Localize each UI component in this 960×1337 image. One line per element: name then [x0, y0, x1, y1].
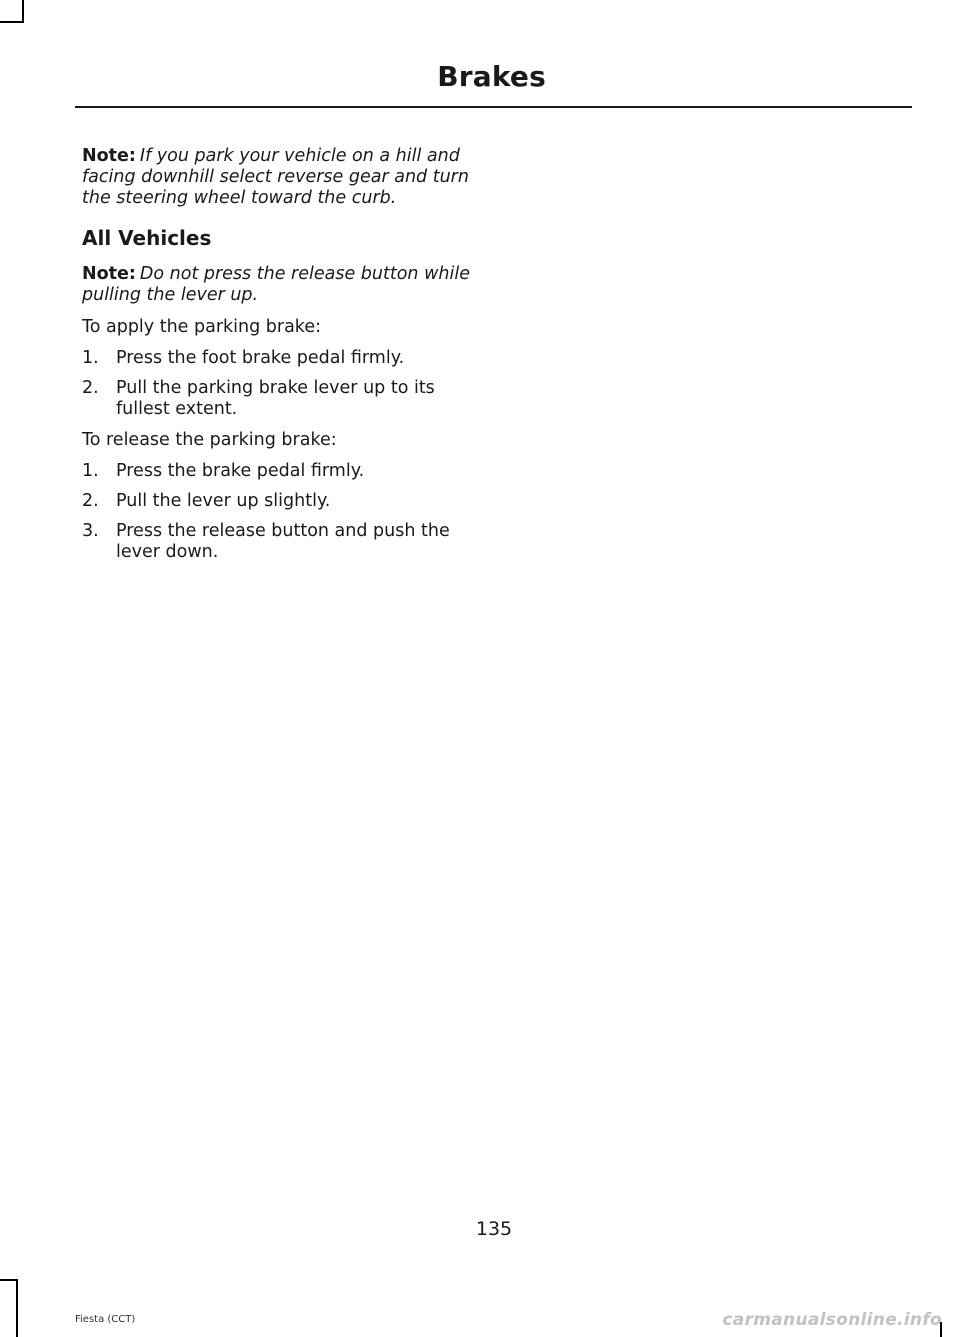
release-steps-list	[82, 461, 480, 563]
step-number: 3.	[82, 521, 99, 541]
note-text: If you park your vehicle on a hill and facing downhill select reverse gear and turn the steering wheel toward the curb.	[82, 146, 469, 208]
list-item	[82, 461, 480, 482]
list-item	[82, 521, 480, 563]
crop-mark	[22, 0, 24, 22]
note-label: Note:	[82, 146, 136, 166]
step-number: 2.	[82, 491, 99, 511]
apply-steps-list	[82, 348, 480, 420]
step-number: 1.	[82, 461, 99, 481]
step-number: 2.	[82, 378, 99, 398]
watermark: carmanualsonline.info	[722, 1310, 942, 1330]
header-divider	[75, 106, 912, 108]
step-text: Press the foot brake pedal firmly.	[116, 348, 405, 368]
step-number: 1.	[82, 348, 99, 368]
step-text: Press the brake pedal firmly.	[116, 461, 365, 481]
main-content	[82, 146, 480, 573]
list-item	[82, 491, 480, 512]
crop-mark	[0, 21, 24, 23]
note-label: Note:	[82, 264, 136, 284]
list-item	[82, 348, 480, 369]
section-heading: All Vehicles	[82, 226, 212, 250]
step-text: Pull the parking brake lever up to its fullest extent.	[116, 378, 435, 419]
page-title: Brakes	[437, 60, 546, 93]
step-text: Press the release button and push the lever down.	[116, 521, 450, 562]
note-downhill	[82, 146, 480, 209]
apply-intro: To apply the parking brake:	[82, 317, 321, 337]
note-release-button	[82, 264, 480, 306]
step-text: Pull the lever up slightly.	[116, 491, 331, 511]
footer-model: Fiesta (CCT)	[75, 1314, 136, 1325]
crop-mark	[16, 1279, 18, 1337]
page-number: 135	[475, 1218, 513, 1240]
release-intro: To release the parking brake:	[82, 430, 337, 450]
note-text: Do not press the release button while pulling the lever up.	[82, 264, 470, 305]
list-item	[82, 378, 480, 420]
